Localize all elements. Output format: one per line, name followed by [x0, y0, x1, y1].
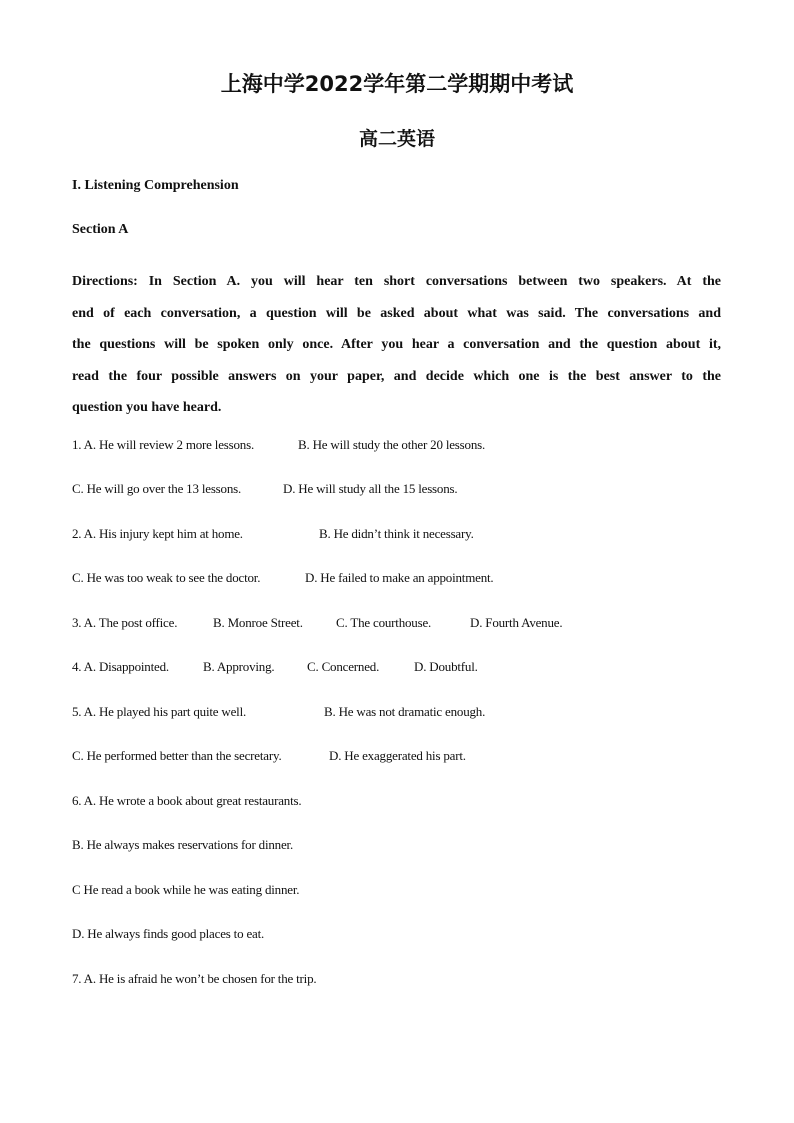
question-7-option-a: 7. A. He is afraid he won’t be chosen for the trip.: [72, 971, 317, 986]
directions-line: Directions: In Section A. you will hear ten short conversations between two speakers. At the: [72, 274, 721, 289]
q5-option-a: 5. A. He played his part quite well.: [72, 704, 247, 719]
q1-option-b: B. He will study the other 20 lessons.: [298, 437, 486, 452]
question-6-option-d: D. He always finds good places to eat.: [72, 926, 265, 941]
q2-option-b: B. He didn’t think it necessary.: [319, 526, 474, 541]
q5-option-b: B. He was not dramatic enough.: [324, 704, 486, 719]
directions-line: read the four possible answers on your paper, and decide which one is the best answer to the: [72, 368, 721, 384]
directions-line: end of each conversation, a question will be asked about what was said. The conversations and: [72, 305, 721, 321]
q3-option-c: C. The courthouse.: [336, 615, 432, 630]
q3-option-b: B. Monroe Street.: [213, 615, 303, 630]
exam-title: 上海中学2022学年第二学期期中考试: [220, 72, 574, 96]
q1-option-a: 1. A. He will review 2 more lessons.: [72, 437, 254, 452]
q5-option-c: C. He performed better than the secretary.: [72, 748, 282, 763]
q3-option-d: D. Fourth Avenue.: [470, 615, 563, 630]
directions-line: question you have heard.: [72, 400, 222, 415]
question-6-option-b: B. He always makes reservations for dinner.: [72, 837, 294, 852]
q1-option-d: D. He will study all the 15 lessons.: [283, 481, 458, 496]
q4-option-b: B. Approving.: [203, 659, 275, 674]
part-heading: I. Listening Comprehension: [72, 178, 239, 193]
question-6-option-c: C He read a book while he was eating dinner.: [72, 882, 300, 897]
q2-option-c: C. He was too weak to see the doctor.: [72, 570, 261, 585]
section-heading: Section A: [72, 222, 129, 237]
question-6-option-a: 6. A. He wrote a book about great restaurants.: [72, 793, 302, 808]
q4-option-d: D. Doubtful.: [414, 659, 478, 674]
q3-option-a: 3. A. The post office.: [72, 615, 178, 630]
q2-option-a: 2. A. His injury kept him at home.: [72, 526, 243, 541]
q5-option-d: D. He exaggerated his part.: [329, 748, 466, 763]
q4-option-a: 4. A. Disappointed.: [72, 659, 169, 674]
q2-option-d: D. He failed to make an appointment.: [305, 570, 494, 585]
directions-line: the questions will be spoken only once. After you hear a conversation and the question about it,: [72, 337, 721, 352]
directions-paragraph: [72, 266, 721, 424]
exam-subtitle: 高二英语: [358, 128, 435, 150]
q1-option-c: C. He will go over the 13 lessons.: [72, 481, 242, 496]
q4-option-c: C. Concerned.: [307, 659, 380, 674]
